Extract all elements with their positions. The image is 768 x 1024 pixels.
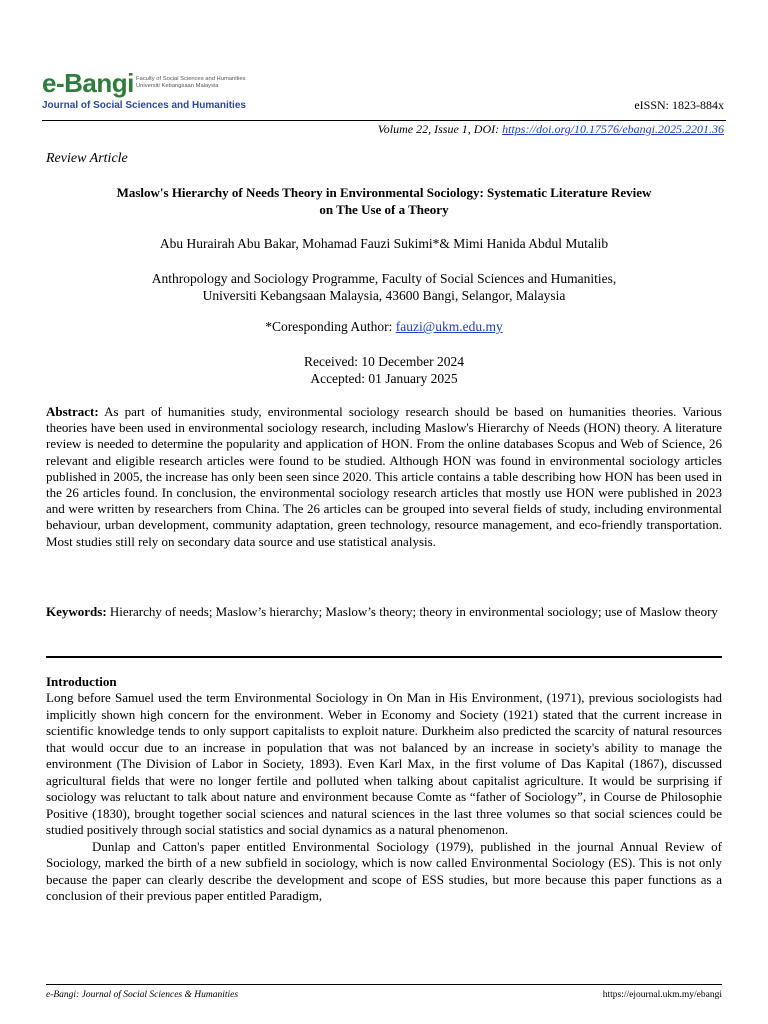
article-dates (46, 353, 722, 387)
page-header (42, 68, 726, 138)
logo-faculty: Faculty of Social Sciences and Humanities (136, 76, 246, 82)
corresponding-label: *Coresponding Author: (265, 319, 396, 334)
affiliation-line-1: Anthropology and Sociology Programme, Faculty of Social Sciences and Humanities, (151, 271, 617, 286)
footer-journal-url[interactable]: https://ejournal.ukm.my/ebangi (602, 990, 722, 1000)
doi-link[interactable]: https://doi.org/10.17576/ebangi.2025.2201.36 (502, 122, 724, 136)
journal-logo (42, 68, 282, 118)
corresponding-author (46, 319, 722, 335)
accepted-date: Accepted: 01 January 2025 (310, 371, 458, 386)
abstract (46, 404, 722, 550)
logo-university: Universiti Kebangsaan Malaysia (136, 83, 219, 89)
introduction-heading: Introduction (46, 674, 117, 689)
footer-journal-name: e-Bangi: Journal of Social Sciences & Humanities (46, 990, 239, 1000)
introduction-paragraph-2: Dunlap and Catton's paper entitled Environmental Sociology (1979), published in the journal Annual Review of Sociology, marked the birth of a new subfield in sociology, which is now called Environmental Sociology (ES). This is not only because the paper can clearly describe the development and scope of ESS studies, but more because this paper functions as a conclusion of their previous paper entitled Paradigm, (46, 838, 722, 903)
keywords-label: Keywords: (46, 604, 107, 619)
section-divider (46, 656, 722, 658)
title-line-2: on The Use of a Theory (319, 201, 449, 217)
footer-divider (46, 984, 722, 985)
introduction-body (46, 690, 722, 905)
article-type: Review Article (46, 151, 128, 166)
title-line-1: Maslow's Hierarchy of Needs Theory in Environmental Sociology: Systematic Literature Review (116, 185, 652, 200)
authors: Abu Hurairah Abu Bakar, Mohamad Fauzi Sukimi*& Mimi Hanida Abdul Mutalib (159, 236, 609, 251)
introduction-paragraph-1: Long before Samuel used the term Environmental Sociology in On Man in His Environment, (1971), previous sociologists had implicitly shown high concern for the environment. Weber in Economy and Society (1921) stated that the current increase in scientific knowledge tends to only support capitalists to exploit nature. Durkheim also predicted the scarcity of natural resources that would occur due to an increase in population that was not balanced by an increase in society's ability to manage the environment (The Division of Labor in Society, 1893). Even Karl Max, in the first volume of Das Kapital (1867), discussed agricultural fields that were no longer fertile and polluted when talking about capitalist agriculture. It would be surprising if sociology was reluctant to talk about nature and environment because Comte as “father of Sociology”, in Course de Philosophie Positive (1830), brought together social sciences and natural sciences in the last three volumes so that social sciences could be studied positively through social statistics and social dynamics as a natural phenomenon. (46, 690, 722, 837)
volume-doi-line (378, 122, 724, 137)
abstract-label: Abstract: (46, 404, 99, 419)
keywords (46, 604, 722, 620)
article-title (46, 185, 722, 218)
affiliation (46, 270, 722, 304)
logo-institution (136, 76, 246, 90)
abstract-text: As part of humanities study, environmental sociology research should be based on humanities theories. Various theories have been used in environmental sociology research, including Maslow's Hierarchy of Needs (HON) theory. A literature review is needed to determine the popularity and application of HON. From the online databases Scopus and Web of Science, 26 relevant and eligible research articles were found to be studied. Although HON was found in environmental sociology articles published in 2005, the increase has only been seen since 2020. This article contains a table describing how HON has been used in the 26 articles found. In conclusion, the environmental sociology research articles that mostly use HON were published in 2023 and were written by researchers from China. The 26 articles can be grouped into several fields of study, including environmental behaviour, urban development, community adaptation, green technology, resource management, and eco-friendly transportation. Most studies still rely on secondary data source and use statistical analysis. (46, 404, 722, 549)
affiliation-line-2: Universiti Kebangsaan Malaysia, 43600 Bangi, Selangor, Malaysia (202, 288, 566, 303)
volume-info: Volume 22, Issue 1, DOI: (377, 122, 503, 136)
received-date: Received: 10 December 2024 (303, 354, 465, 369)
corresponding-email-link[interactable]: fauzi@ukm.edu.my (395, 319, 503, 334)
header-divider (42, 120, 726, 121)
logo-journal-name: Journal of Social Sciences and Humanities (42, 100, 246, 111)
keywords-text: Hierarchy of needs; Maslow’s hierarchy; Maslow’s theory; theory in environmental sociology; use of Maslow theory (106, 604, 718, 619)
eissn: eISSN: 1823-884x (634, 98, 724, 112)
logo-brand: e-Bangi (42, 68, 134, 98)
